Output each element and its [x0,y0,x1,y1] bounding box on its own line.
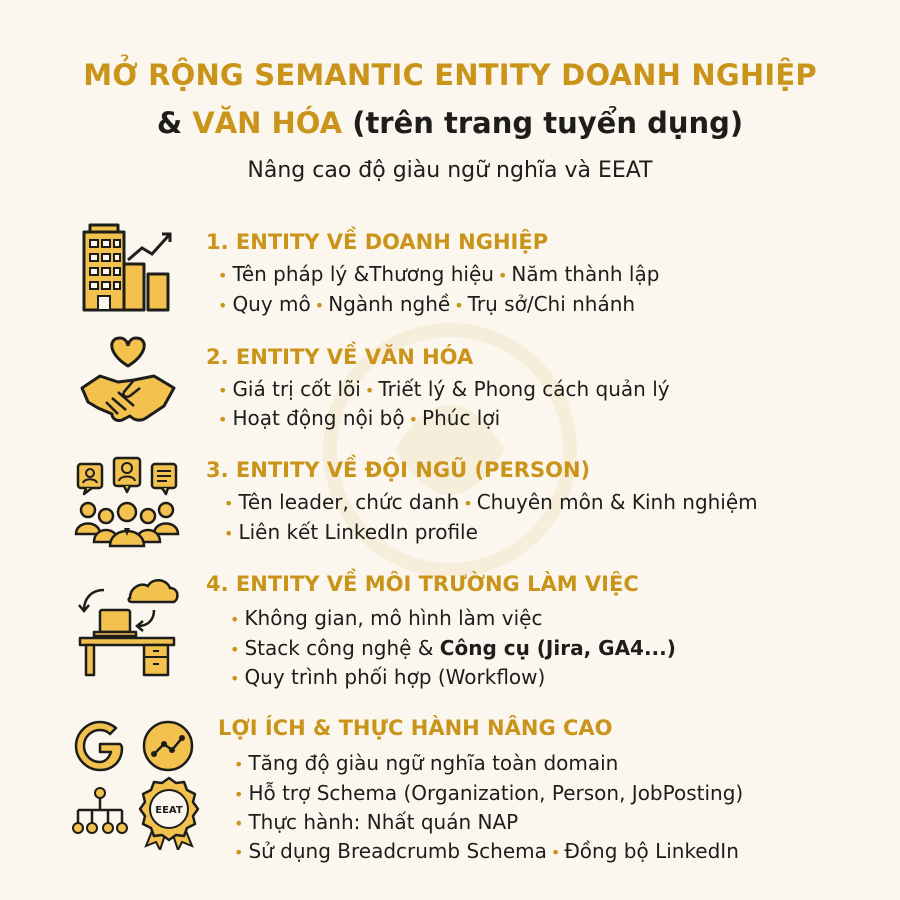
page-subtitle: Nâng cao độ giàu ngữ nghĩa và EEAT [247,158,653,183]
bullet-dot: • [218,381,228,400]
bullet-separator: • [364,381,375,400]
title-prefix: & [156,106,193,140]
bullet-text: Không gian, mô hình làm việc [244,606,543,630]
page-title-line2 [0,106,900,140]
bullet-dot: • [218,266,228,285]
section-2-line-2 [218,406,500,430]
section-4-line-2 [230,636,676,660]
eeat-badge-icon [136,776,202,850]
title-suffix: (trên trang tuyển dụng) [342,106,744,140]
bullet-text: Trụ sở/Chi nhánh [467,292,636,316]
handshake-heart-icon [78,336,178,430]
bullet-text: Sử dụng Breadcrumb Schema [248,839,547,863]
bullet-text: Tên pháp lý &Thương hiệu [232,262,494,286]
section-5-line-3 [234,810,518,834]
section-1-line-1 [218,262,659,286]
bullet-text: Triết lý & Phong cách quản lý [378,377,670,401]
section-4-line-3 [230,665,545,689]
bullet-dot: • [234,785,244,804]
analytics-chart-icon [140,718,196,774]
bullet-dot: • [230,610,240,629]
section-5-line-4 [234,839,739,863]
bullet-text: Chuyên môn & Kinh nghiệm [476,490,758,514]
desk-cloud-icon [74,574,180,678]
section-5-line-1 [234,751,618,775]
bullet-dot: • [218,410,228,429]
team-people-icon [74,456,180,548]
section-4-heading: 4. ENTITY VỀ MÔI TRƯỜNG LÀM VIỆC [206,572,639,596]
bullet-text: Ngành nghề [328,292,451,316]
bullet-separator: • [408,410,419,429]
hierarchy-icon [70,786,130,836]
bullet-text: Stack công nghệ & [244,636,440,660]
bullet-dot: • [224,524,234,543]
bullet-text: Đồng bộ LinkedIn [564,839,739,863]
bullet-text: Quy mô [232,292,311,316]
bullet-separator: • [463,494,473,513]
bullet-dot: • [234,814,244,833]
bullet-dot: • [234,755,244,774]
bullet-separator: • [550,843,561,862]
section-3-heading: 3. ENTITY VỀ ĐỘI NGŨ (PERSON) [206,458,591,482]
bullet-text: Giá trị cốt lõi [232,377,361,401]
bullet-separator: • [497,266,508,285]
building-growth-icon [76,222,176,314]
section-2-line-1 [218,377,670,401]
bullet-text: Thực hành: Nhất quán NAP [248,810,519,834]
bullet-separator: • [454,296,464,315]
section-1-heading: 1. ENTITY VỀ DOANH NGHIỆP [206,230,549,254]
bullet-text: Quy trình phối hợp (Workflow) [244,665,546,689]
bullet-text: Phúc lợi [422,406,501,430]
bullet-text: Hỗ trợ Schema (Organization, Person, JobPosting) [248,781,744,805]
section-5-line-2 [234,781,743,805]
bullet-text-bold: Công cụ (Jira, GA4...) [439,636,676,660]
title-highlight: VĂN HÓA [192,106,343,140]
bullet-dot: • [230,640,240,659]
bullet-dot: • [218,296,228,315]
bullet-separator: • [314,296,325,315]
bullet-dot: • [224,494,234,513]
page-title-line1: MỞ RỘNG SEMANTIC ENTITY DOANH NGHIỆP [83,58,817,92]
section-4-line-1 [230,606,542,630]
bullet-text: Năm thành lập [511,262,660,286]
bullet-text: Tên leader, chức danh [238,490,460,514]
section-2-heading: 2. ENTITY VỀ VĂN HÓA [206,345,474,369]
section-5-heading: LỢI ÍCH & THỰC HÀNH NÂNG CAO [218,716,613,740]
bullet-dot: • [234,843,244,862]
section-1-line-2 [218,292,635,316]
section-3-line-1 [224,490,758,514]
bullet-dot: • [230,669,240,688]
bullet-text: Hoạt động nội bộ [232,406,405,430]
google-icon [72,718,128,774]
bullet-text: Tăng độ giàu ngữ nghĩa toàn domain [248,751,619,775]
section-3-line-2 [224,520,478,544]
bullet-text: Liên kết LinkedIn profile [238,520,478,544]
eeat-badge-text: EEAT [155,805,183,816]
